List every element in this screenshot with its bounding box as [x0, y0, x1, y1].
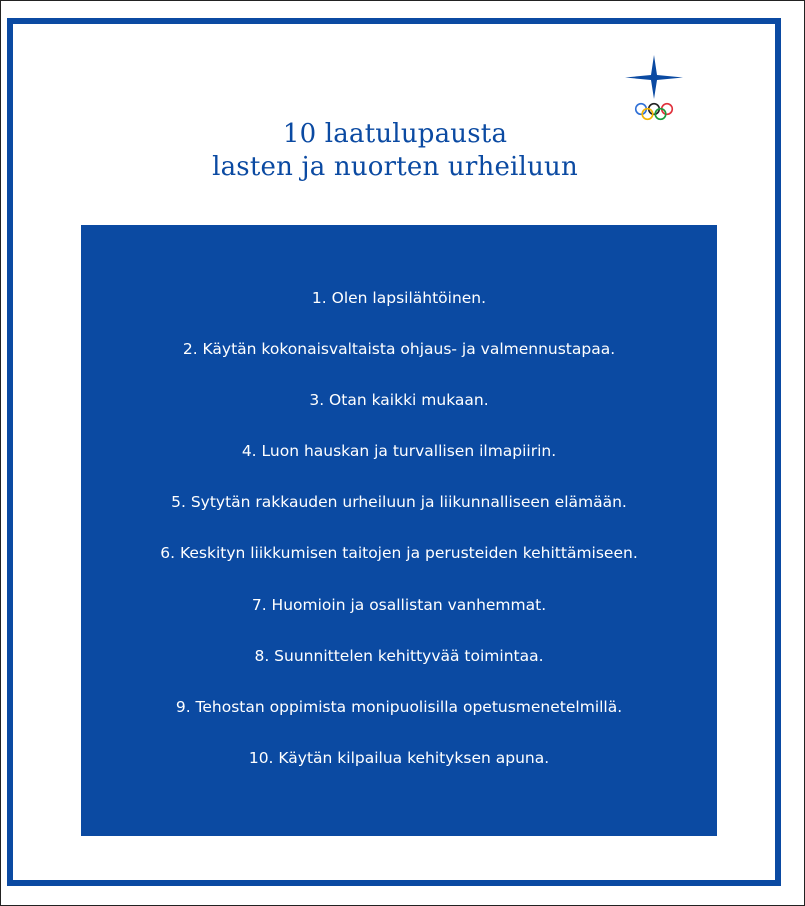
promise-item-4: 4. Luon hauskan ja turvallisen ilmapiirin.: [241, 442, 557, 460]
title-line-1: 10 laatulupausta: [282, 119, 508, 149]
promises-panel: [81, 225, 717, 836]
promise-item-7: 7. Huomioin ja osallistan vanhemmat.: [251, 596, 547, 614]
promise-item-2: 2. Käytän kokonaisvaltaista ohjaus- ja valmennustapaa.: [182, 340, 616, 358]
promise-item-6: 6. Keskityn liikkumisen taitojen ja perusteiden kehittämiseen.: [160, 544, 638, 562]
promise-item-9: 9. Tehostan oppimista monipuolisilla opetusmenetelmillä.: [175, 698, 623, 716]
promise-item-10: 10. Käytän kilpailua kehityksen apuna.: [248, 749, 550, 767]
title-line-2: lasten ja nuorten urheiluun: [212, 152, 578, 182]
promise-item-5: 5. Sytytän rakkauden urheiluun ja liikunnalliseen elämään.: [171, 493, 627, 511]
page-title: [1, 118, 789, 184]
olympic-cross-rings-icon: [621, 53, 687, 123]
promise-item-3: 3. Otan kaikki mukaan.: [309, 391, 489, 409]
promise-item-8: 8. Suunnittelen kehittyvää toimintaa.: [254, 647, 544, 665]
promise-item-1: 1. Olen lapsilähtöinen.: [311, 289, 487, 307]
